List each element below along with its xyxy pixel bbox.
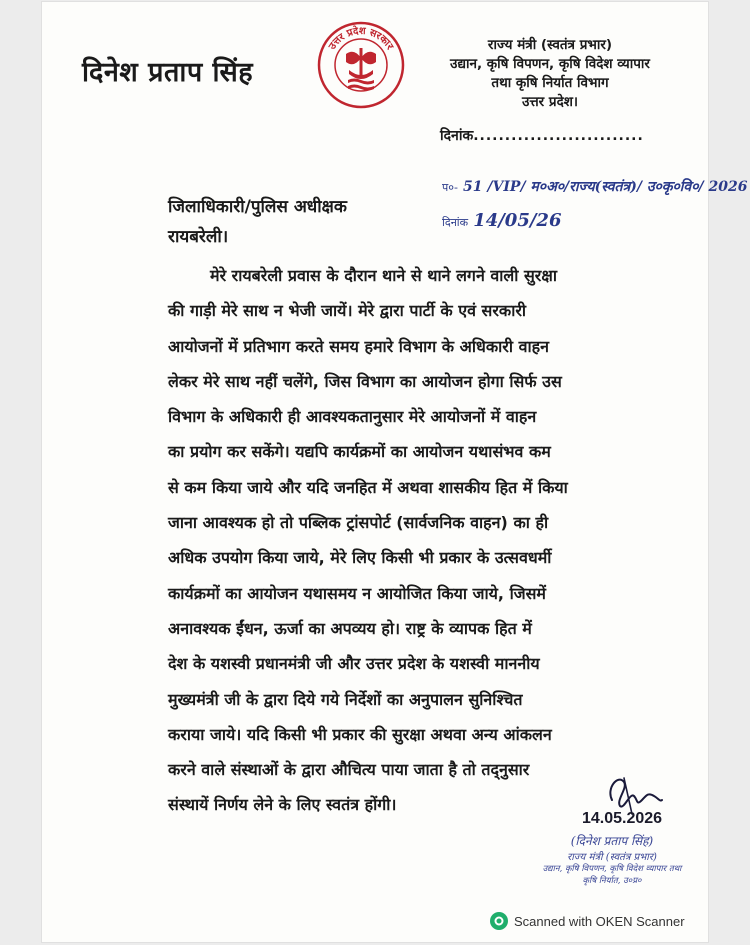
body-line: की गाड़ी मेरे साथ न भेजी जायें। मेरे द्वारा पार्टी के एवं सरकारी (168, 301, 527, 321)
addressee-line-1: जिलाधिकारी/पुलिस अधीक्षक (168, 197, 347, 217)
body-line: विभाग के अधिकारी ही आवश्यकतानुसार मेरे आयोजनों में वाहन (168, 407, 537, 427)
date-label: दिनांक (440, 128, 474, 144)
up-government-emblem (316, 20, 406, 110)
reference-label: प०- (442, 181, 458, 194)
body-line: अनावश्यक ईंधन, ऊर्जा का अपव्यय हो। राष्ट्र के व्यापक हित में (168, 618, 532, 638)
scanner-watermark (490, 912, 685, 930)
body-line: मुख्यमंत्री जी के द्वारा दिये गये निर्देशों का अनुपालन सुनिश्चित (168, 689, 523, 709)
designation-line-4: उत्तर प्रदेश। (521, 94, 579, 110)
designation-block (420, 36, 680, 112)
body-line: का प्रयोग कर सकेंगे। यद्यपि कार्यक्रमों का आयोजन यथासंभव कम (168, 442, 551, 462)
addressee-line-2: रायबरेली। (168, 227, 229, 247)
body-line: आयोजनों में प्रतिभाग करते समय हमारे विभाग के अधिकारी वाहन (168, 336, 549, 356)
stamp-name: (दिनेश प्रताप सिंह) (570, 834, 654, 848)
date-dots: ........................... (473, 128, 644, 144)
sender-name: दिनेश प्रताप सिंह (82, 57, 254, 88)
body-line: जाना आवश्यक हो तो पब्लिक ट्रांसपोर्ट (सार्वजनिक वाहन) का ही (168, 513, 549, 533)
body-line: करने वाले संस्थाओं के द्वारा औचित्य पाया जाता है तो तद्नुसार (168, 760, 530, 780)
signature-date: 14.05.2026 (582, 810, 663, 827)
letter-page (42, 2, 748, 942)
stamp-date-label: दिनांक (442, 216, 469, 229)
stamp-dept-2: कृषि निर्यात, उ०प्र० (582, 876, 642, 886)
stamp-title: राज्य मंत्री (स्वतंत्र प्रभार) (567, 852, 657, 863)
reference-number (442, 176, 747, 196)
stamp-date (442, 210, 561, 231)
date-field (440, 126, 644, 145)
body-line: लेकर मेरे साथ नहीं चलेंगे, जिस विभाग का आयोजन होगा सिर्फ उस (168, 371, 562, 391)
body-line: संस्थायें निर्णय लेने के लिए स्वतंत्र होंगी। (168, 795, 397, 815)
scanner-text: Scanned with OKEN Scanner (514, 913, 685, 929)
emblem-text: उत्तर प्रदेश सरकार (326, 25, 396, 52)
reference-value: 51 /VIP/ म०अ०/राज्य(स्वतंत्र)/ उ०कृ०वि०/ 2026 (463, 179, 748, 195)
stamp-dept: उद्यान, कृषि विपणन, कृषि विदेश व्यापार तथा (542, 864, 682, 874)
stamp-date-value: 14/05/26 (473, 210, 562, 231)
designation-line-2: उद्यान, कृषि विपणन, कृषि विदेश व्यापार (450, 56, 650, 72)
body-line: देश के यशस्वी प्रधानमंत्री जी और उत्तर प्रदेश के यशस्वी माननीय (168, 654, 540, 674)
body-line: मेरे रायबरेली प्रवास के दौरान थाने से थाने लगने वाली सुरक्षा (210, 266, 557, 285)
body-line: अधिक उपयोग किया जाये, मेरे लिए किसी भी प्रकार के उत्सवधर्मी (168, 548, 552, 568)
signature-stamp (512, 832, 712, 887)
designation-line-3: तथा कृषि निर्यात विभाग (491, 75, 609, 91)
body-line: कार्यक्रमों का आयोजन यथासमय न आयोजित किया जाये, जिसमें (168, 583, 546, 603)
body-line: कराया जाये। यदि किसी भी प्रकार की सुरक्षा अथवा अन्य आंकलन (168, 724, 552, 744)
letter-body (168, 258, 673, 823)
scanner-logo-icon (490, 912, 508, 930)
body-line: से कम किया जाये और यदि जनहित में अथवा शासकीय हित में किया (168, 477, 568, 497)
designation-line-1: राज्य मंत्री (स्वतंत्र प्रभार) (487, 37, 613, 53)
